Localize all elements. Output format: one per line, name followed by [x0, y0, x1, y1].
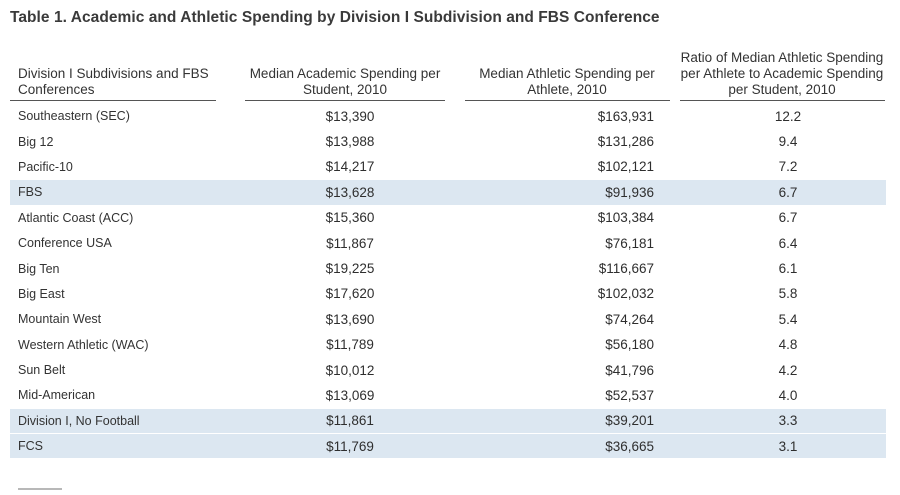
academic-spending-cell: $15,360	[234, 205, 456, 230]
conference-name-cell: Southeastern (SEC)	[18, 109, 130, 124]
table-row	[10, 256, 886, 281]
table-row	[10, 357, 886, 382]
athletic-spending-cell: $102,121	[456, 154, 678, 179]
ratio-cell: 7.2	[678, 154, 886, 179]
ratio-cell: 12.2	[774, 108, 802, 124]
academic-spending-cell: $13,628	[234, 180, 456, 205]
athletic-spending-cell: $91,936	[456, 180, 678, 205]
conference-name-cell: Sun Belt	[10, 357, 234, 382]
academic-spending-cell: $10,012	[234, 357, 456, 382]
table-row	[10, 383, 886, 408]
athletic-spending-cell: $39,201	[456, 408, 678, 433]
table-row	[10, 180, 886, 205]
athletic-spending-cell: $102,032	[456, 281, 678, 306]
ratio-cell: 3.3	[678, 408, 886, 433]
table-header	[10, 50, 886, 104]
ratio-cell: 6.7	[678, 180, 886, 205]
footnote-divider	[18, 488, 62, 490]
ratio-cell: 5.4	[678, 307, 886, 332]
athletic-spending-cell: $116,667	[456, 256, 678, 281]
table-row	[10, 104, 886, 129]
table-row	[10, 332, 886, 357]
ratio-cell: 6.1	[678, 256, 886, 281]
conference-name-cell: Big 12	[10, 129, 234, 154]
academic-spending-cell: $14,217	[234, 154, 456, 179]
table-row	[10, 307, 886, 332]
conference-name-cell: Division I, No Football	[10, 408, 234, 433]
conference-name-cell: Big East	[10, 281, 234, 306]
academic-spending-cell: $11,769	[234, 434, 456, 459]
ratio-cell: 4.2	[678, 357, 886, 382]
table-row	[10, 205, 886, 230]
ratio-cell: 6.4	[678, 230, 886, 255]
athletic-spending-cell: $41,796	[456, 357, 678, 382]
column-header-conference: Division I Subdivisions and FBS Conferences	[10, 50, 234, 104]
academic-spending-cell: $11,861	[234, 408, 456, 433]
athletic-spending-cell: $52,537	[456, 383, 678, 408]
table-row	[10, 281, 886, 306]
spending-table	[10, 50, 886, 458]
athletic-spending-cell: $131,286	[456, 129, 678, 154]
ratio-cell: 9.4	[678, 129, 886, 154]
conference-name-cell: Western Athletic (WAC)	[10, 332, 234, 357]
table-row	[10, 154, 886, 179]
column-header-academic-spending: Median Academic Spending per Student, 2010	[234, 50, 456, 104]
ratio-cell: 6.7	[678, 205, 886, 230]
table-body	[10, 104, 886, 458]
academic-spending-cell: $11,867	[234, 230, 456, 255]
academic-spending-cell: $13,988	[234, 129, 456, 154]
conference-name-cell: FBS	[10, 180, 234, 205]
ratio-cell: 4.8	[678, 332, 886, 357]
conference-name-cell: Conference USA	[10, 230, 234, 255]
conference-name-cell: Big Ten	[10, 256, 234, 281]
conference-name-cell: Mid-American	[10, 383, 234, 408]
conference-name-cell: Atlantic Coast (ACC)	[10, 205, 234, 230]
athletic-spending-cell: $103,384	[456, 205, 678, 230]
table-row	[10, 434, 886, 459]
column-header-athletic-spending: Median Athletic Spending per Athlete, 2010	[456, 50, 678, 104]
athletic-spending-cell: $76,181	[456, 230, 678, 255]
table-title: Table 1. Academic and Athletic Spending by Division I Subdivision and FBS Conference	[10, 9, 660, 26]
table-row	[10, 129, 886, 154]
column-header-ratio: Ratio of Median Athletic Spending per Athlete to Academic Spending per Student, 2010	[678, 50, 886, 104]
athletic-spending-cell: $74,264	[456, 307, 678, 332]
academic-spending-cell: $11,789	[234, 332, 456, 357]
conference-name-cell: Mountain West	[10, 307, 234, 332]
athletic-spending-cell: $163,931	[597, 108, 654, 124]
academic-spending-cell: $13,069	[234, 383, 456, 408]
ratio-cell: 5.8	[678, 281, 886, 306]
academic-spending-cell: $13,690	[234, 307, 456, 332]
academic-spending-cell: $13,390	[325, 108, 375, 124]
athletic-spending-cell: $36,665	[456, 434, 678, 459]
table-row	[10, 408, 886, 433]
ratio-cell: 4.0	[678, 383, 886, 408]
table-row	[10, 230, 886, 255]
academic-spending-cell: $19,225	[234, 256, 456, 281]
academic-spending-cell: $17,620	[234, 281, 456, 306]
athletic-spending-cell: $56,180	[456, 332, 678, 357]
conference-name-cell: FCS	[10, 434, 234, 459]
conference-name-cell: Pacific-10	[10, 154, 234, 179]
ratio-cell: 3.1	[678, 434, 886, 459]
